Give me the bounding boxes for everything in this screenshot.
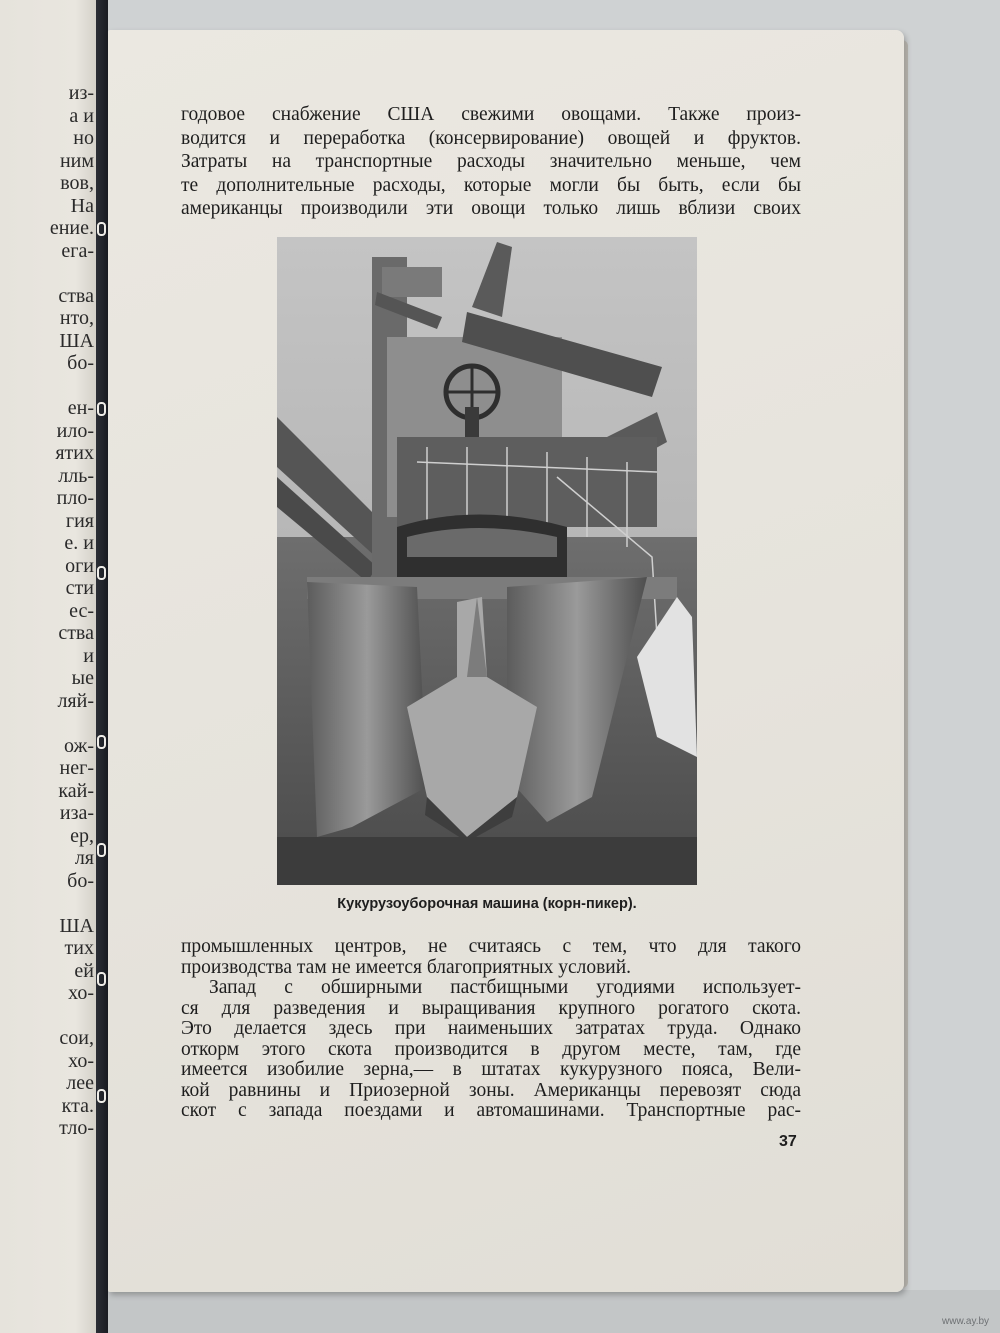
left-page-fragment: пло- — [56, 487, 94, 509]
text-line: Запад с обширными пастбищными угодиями использует- — [209, 977, 801, 998]
binding-stitch — [97, 402, 106, 416]
text-line: ся для разведения и выращивания крупного рогатого скота. — [181, 997, 801, 1019]
left-page-fragment: сти — [65, 577, 94, 599]
corn-picker-photo — [277, 237, 697, 885]
left-page-fragment: е. и — [64, 532, 94, 554]
left-page-fragment: ля — [74, 847, 94, 869]
left-page-fragment: ей — [74, 959, 94, 982]
left-page — [0, 0, 108, 1333]
left-page-fragment: ША — [59, 914, 94, 937]
left-page-fragment: На — [70, 194, 94, 217]
left-page-fragment: хо- — [68, 1049, 94, 1072]
left-page-fragment: ес- — [69, 599, 94, 622]
text-line: скот с запада поездами и автомашинами. Транспортные рас- — [181, 1100, 801, 1121]
top-paragraph — [181, 103, 801, 221]
table-surface — [108, 1290, 1000, 1333]
corn-picker-illustration — [277, 237, 697, 885]
left-page-fragment: нто, — [59, 307, 94, 329]
left-page-fragment: ляй- — [57, 689, 94, 712]
left-page-fragment: но — [73, 127, 94, 149]
left-page-fragment: а и — [69, 104, 94, 127]
photo-caption: Кукурузоуборочная машина (корн-пикер). — [337, 896, 637, 912]
text-line: имеется изобилие зерна,— в штатах кукурузного пояса, Вели- — [181, 1059, 801, 1080]
binding-stitch — [97, 972, 106, 986]
left-page-fragment: ен- — [67, 397, 94, 419]
left-page-fragment: ША — [59, 329, 94, 352]
left-page-fragment: ним — [59, 149, 94, 172]
binding-stitch — [97, 735, 106, 749]
left-page-fragment: тих — [64, 937, 94, 959]
left-page-fragment: вов, — [60, 172, 94, 194]
left-page-fragment: ер, — [70, 824, 94, 847]
left-page-text-fragments — [50, 82, 94, 1140]
left-page-fragment: оги — [65, 554, 94, 577]
binding-stitch — [97, 1089, 106, 1103]
binding-stitch — [97, 843, 106, 857]
left-page-fragment: тло- — [59, 1117, 94, 1139]
left-page-fragment — [50, 712, 94, 735]
binding-stitch — [97, 222, 106, 236]
left-page-fragment: ятих — [55, 442, 94, 464]
left-page-fragment: бо- — [67, 869, 94, 892]
text-line: производства там не имеется благоприятных условий. — [181, 956, 632, 978]
left-page-fragment: ые — [71, 667, 94, 689]
left-page-fragment — [50, 892, 94, 915]
left-page-fragment: бо- — [67, 352, 94, 374]
text-line: промышленных центров, не считаясь с тем, что для такого — [181, 936, 801, 957]
left-page-fragment: ства — [58, 284, 94, 307]
left-page-fragment: гия — [65, 509, 94, 532]
text-line: откорм этого скота производится в другом месте, там, где — [181, 1038, 801, 1060]
left-page-fragment: нег- — [59, 757, 94, 779]
watermark: www.ay.by — [942, 1316, 990, 1327]
left-page-fragment — [50, 1005, 94, 1028]
left-page-fragment: сои, — [59, 1027, 94, 1049]
text-line: американцы производили эти овощи только лишь вблизи своих — [181, 198, 801, 219]
left-page-fragment: лль- — [58, 464, 94, 487]
binding-stitch — [97, 566, 106, 580]
left-page-fragment: лее — [66, 1072, 94, 1094]
left-page-fragment — [50, 262, 94, 285]
left-page-fragment: ож- — [64, 734, 94, 757]
page-number: 37 — [779, 1133, 797, 1150]
left-page-fragment: ило- — [56, 419, 94, 442]
left-page-fragment: из- — [68, 82, 94, 104]
text-line: те дополнительные расходы, которые могли бы быть, если бы — [181, 174, 801, 196]
text-line: годовое снабжение США свежими овощами. Также произ- — [181, 104, 801, 125]
bottom-paragraph — [181, 937, 801, 1122]
book-spine — [96, 0, 108, 1333]
left-page-fragment — [50, 375, 94, 398]
left-page-fragment: ства — [58, 622, 94, 644]
left-page-fragment: хо- — [68, 982, 94, 1004]
text-line: водится и переработка (консервирование) овощей и фруктов. — [181, 127, 801, 149]
left-page-fragment: иза- — [59, 802, 94, 824]
left-page-fragment: кай- — [58, 779, 94, 802]
left-page-fragment: ега- — [61, 239, 94, 262]
text-line: Затраты на транспортные расходы значительно меньше, чем — [181, 151, 801, 172]
left-page-fragment: ение. — [49, 217, 94, 239]
text-line: кой равнины и Приозерной зоны. Американцы перевозят сюда — [181, 1079, 801, 1101]
left-page-fragment: кта. — [61, 1094, 94, 1117]
text-line: Это делается здесь при наименьших затратах труда. Однако — [181, 1018, 801, 1039]
left-page-fragment: и — [83, 644, 94, 667]
